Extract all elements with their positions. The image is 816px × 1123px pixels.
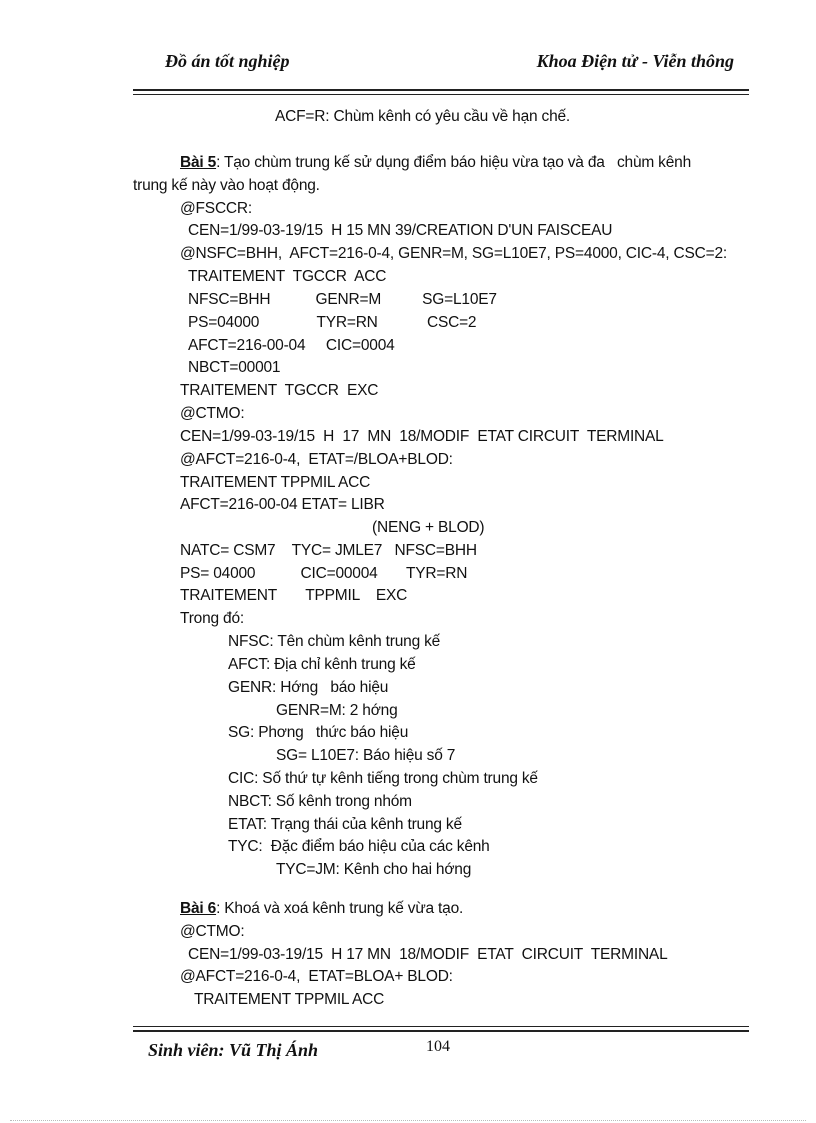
header-rule (133, 89, 749, 91)
text-line: @NSFC=BHH, AFCT=216-0-4, GENR=M, SG=L10E7, PS=4000, CIC-4, CSC=2: (180, 245, 727, 262)
exercise-6-line (180, 900, 463, 918)
text-line: AFCT=216-00-04 CIC=0004 (188, 337, 395, 354)
text-line: SG: Phơng thức báo hiệu (228, 724, 409, 741)
text-line: GENR: Hớng báo hiệu (228, 679, 389, 696)
text-line: (NENG + BLOD) (372, 519, 485, 536)
text-line: NATC= CSM7 TYC= JMLE7 NFSC=BHH (180, 542, 477, 559)
text-line: @FSCCR: (180, 200, 253, 217)
text-line: TRAITEMENT TPPMIL ACC (180, 474, 371, 491)
text-line: @AFCT=216-0-4, ETAT=BLOA+ BLOD: (180, 968, 453, 985)
text-line: ETAT: Trạng thái của kênh trung kế (228, 816, 462, 833)
exercise-5-label: Bài 5 (180, 154, 217, 171)
text-line: SG= L10E7: Báo hiệu số 7 (276, 747, 456, 764)
text-line: TRAITEMENT TPPMIL EXC (180, 587, 408, 604)
text-line: ACF=R: Chùm kênh có yêu cầu về hạn chế. (275, 108, 571, 125)
text-line: TYC: Đặc điểm báo hiệu của các kênh (228, 838, 490, 855)
text-line: TRAITEMENT TGCCR ACC (188, 268, 387, 285)
text-line: AFCT: Địa chỉ kênh trung kế (228, 656, 416, 673)
text-line: PS=04000 TYR=RN CSC=2 (188, 314, 477, 331)
text-line: TRAITEMENT TGCCR EXC (180, 382, 379, 399)
text-line: CEN=1/99-03-19/15 H 17 MN 18/MODIF ETAT CIRCUIT TERMINAL (180, 428, 664, 445)
text-line: NFSC: Tên chùm kênh trung kế (228, 633, 441, 650)
text-line: NBCT: Số kênh trong nhóm (228, 793, 412, 810)
text-line: @AFCT=216-0-4, ETAT=/BLOA+BLOD: (180, 451, 453, 468)
footer-student: Sinh viên: Vũ Thị Ánh (148, 1040, 319, 1060)
text-line: @CTMO: (180, 405, 245, 422)
header-right: Khoa Điện tử - Viễn thông (536, 51, 734, 71)
text-line: CEN=1/99-03-19/15 H 15 MN 39/CREATION D'UN FAISCEAU (188, 222, 613, 239)
page-number: 104 (426, 1038, 450, 1055)
header-rule-thin (133, 94, 749, 95)
header-left: Đồ án tốt nghiệp (165, 51, 290, 71)
text-line: NBCT=00001 (188, 359, 281, 376)
exercise-6-label: Bài 6 (180, 900, 217, 917)
text-line: PS= 04000 CIC=00004 TYR=RN (180, 565, 468, 582)
footer-rule (133, 1030, 749, 1032)
text-line: : Tạo chùm trung kế sử dụng điểm báo hiệu vừa tạo và đa chùm kênh (216, 154, 691, 171)
footer-rule-thin (133, 1026, 749, 1027)
page-edge-dots (10, 1120, 806, 1121)
exercise-5-line (180, 154, 691, 172)
text-line: : Khoá và xoá kênh trung kế vừa tạo. (216, 900, 464, 917)
text-line: trung kế này vào hoạt động. (133, 177, 320, 194)
text-line: CEN=1/99-03-19/15 H 17 MN 18/MODIF ETAT CIRCUIT TERMINAL (188, 946, 668, 963)
text-line: TYC=JM: Kênh cho hai hớng (276, 861, 472, 878)
text-line: AFCT=216-00-04 ETAT= LIBR (180, 496, 385, 513)
text-line: GENR=M: 2 hớng (276, 702, 398, 719)
text-line: NFSC=BHH GENR=M SG=L10E7 (188, 291, 497, 308)
text-line: @CTMO: (180, 923, 245, 940)
text-line: TRAITEMENT TPPMIL ACC (194, 991, 385, 1008)
text-line: CIC: Số thứ tự kênh tiếng trong chùm trung kế (228, 770, 538, 787)
text-line: Trong đó: (180, 610, 244, 627)
